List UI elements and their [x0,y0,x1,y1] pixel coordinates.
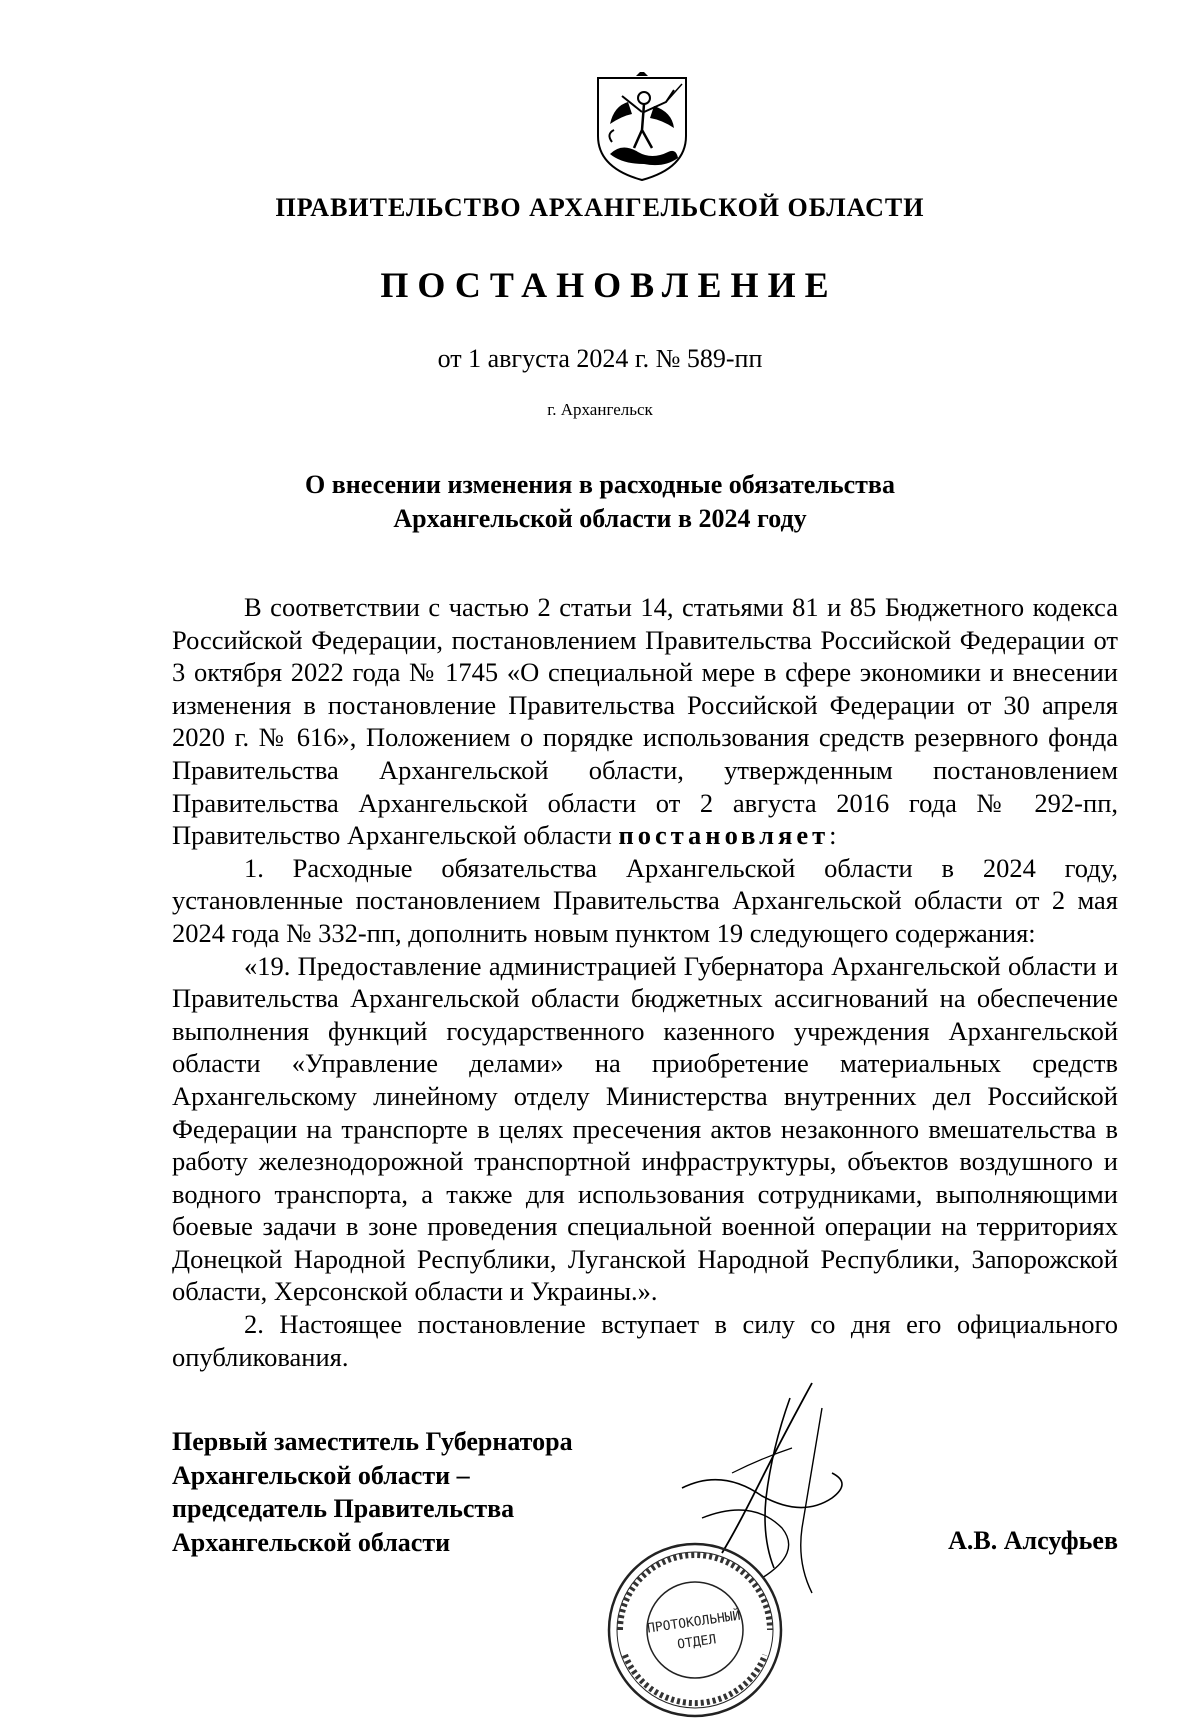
position-line-4: Архангельской области [172,1527,451,1557]
subject-line-1: О внесении изменения в расходные обязательства [305,470,895,499]
paragraph-item-19: «19. Предоставление администрацией Губернатора Архангельской области и Правительства Архангельской области бюджетных ассигнований на обеспечение выполнения функций государственного казенного учреждения Архангельской области «Управление делами» на приобретение материальных средств Архангельскому линейному отделу Министерства внутренних дел Российской Федерации на транспорте в целях пресечения актов незаконного вмешательства в работу железнодорожной транспортной инфраструктуры, объектов воздушного и водного транспорта, а также для использования сотрудниками, выполняющими боевые задачи в зоне проведения специальной военной операции на территориях Донецкой Народной Республики, Луганской Народной Республики, Запорожской области, Херсонской области и Украины.». [172,950,1118,1307]
position-line-2: Архангельской области – [172,1460,470,1490]
preamble-end: : [829,820,837,851]
paragraph-preamble [172,591,1118,852]
document-city: г. Архангельск [547,400,653,419]
coat-of-arms-icon [592,72,692,184]
position-line-3: председатель Правительства [172,1494,515,1523]
document-subject [0,468,1200,536]
document-date-number: от 1 августа 2024 г. № 589-пп [437,344,763,373]
decree-word: постановляет [618,820,830,851]
organization-title: ПРАВИТЕЛЬСТВО АРХАНГЕЛЬСКОЙ ОБЛАСТИ [275,193,925,222]
paragraph-item-1: 1. Расходные обязательства Архангельской области в 2024 году, установленные постановлением Правительства Архангельской области от 2 мая 2024 года № 332-пп, дополнить новым пунктом 19 следующего содержания: [172,852,1118,948]
subject-line-2: Архангельской области в 2024 году [393,504,807,533]
svg-text:ОТДЕЛ: ОТДЕЛ [676,1632,718,1653]
preamble-text: В соответствии с частью 2 статьи 14, статьями 81 и 85 Бюджетного кодекса Российской Федерации, постановлением Правительства Российской Федерации от 3 октября 2022 года № 1745 «О специальной мере в сфере экономики и внесении изменения в постановление Правительства Российской Федерации от 30 апреля 2020 г. № 616», Положением о порядке использования средств резервного фонда Правительства Архангельской области, утвержденным постановлением Правительства Архангельской области от 2 августа 2016 года № 292-пп, Правительство Архангельской области [172,592,1118,851]
signatory-name: А.В. Алсуфьев [948,1526,1118,1555]
signatory-position [172,1425,573,1559]
document-type: ПОСТАНОВЛЕНИЕ [380,265,838,305]
document-body [172,591,1118,1373]
paragraph-item-2: 2. Настоящее постановление вступает в силу со дня его официального опубликования. [172,1309,1118,1372]
svg-text:ПРОТОКОЛЬНЫЙ: ПРОТОКОЛЬНЫЙ [646,1608,742,1637]
position-line-1: Первый заместитель Губернатора [172,1427,573,1456]
protocol-department-stamp [590,1530,800,1720]
